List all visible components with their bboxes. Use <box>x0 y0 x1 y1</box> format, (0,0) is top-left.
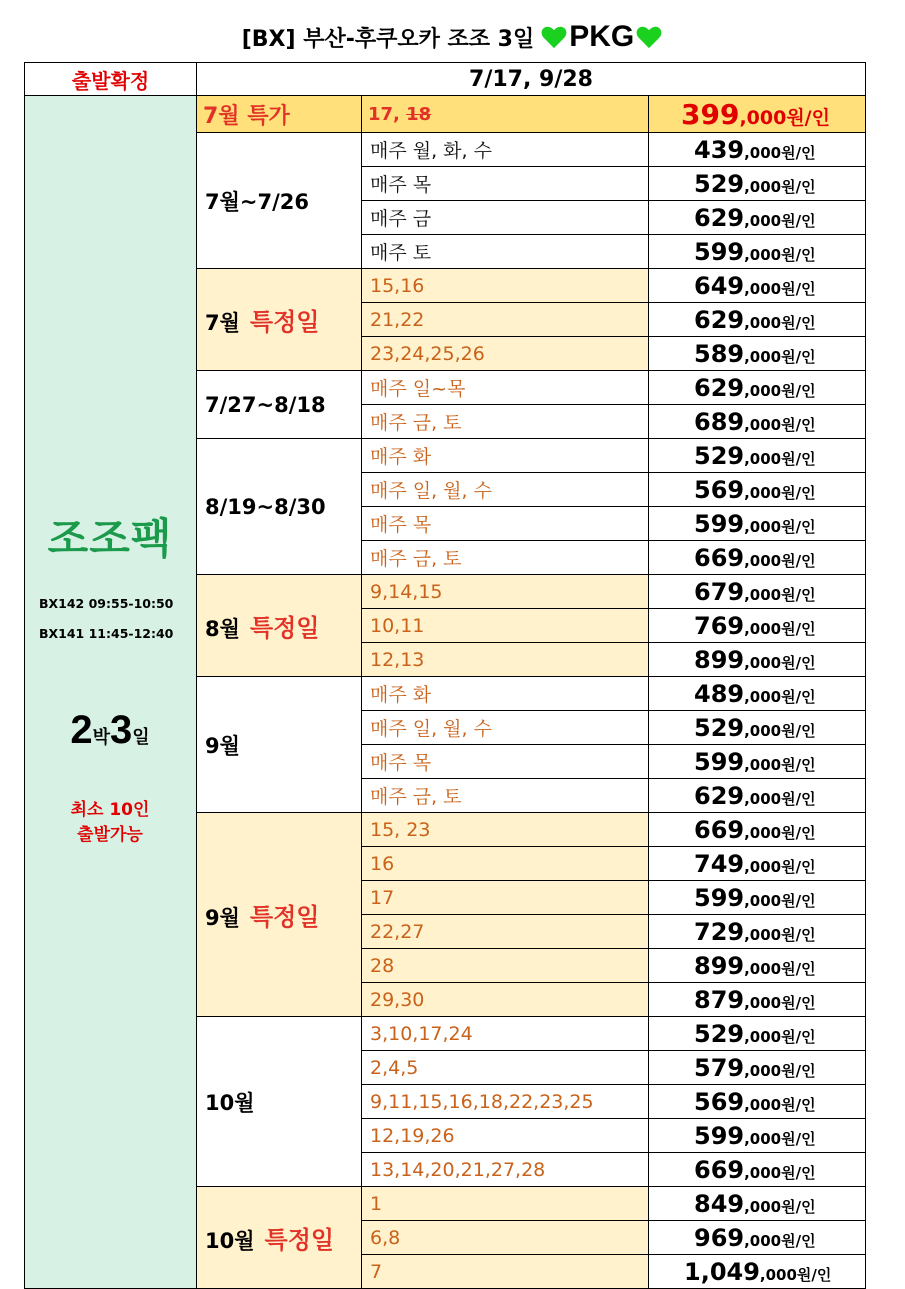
departure-days: 매주 토 <box>362 235 649 269</box>
package-name: 조조팩 <box>47 514 173 563</box>
price: 669,000원/인 <box>649 1153 866 1187</box>
price: 1,049,000원/인 <box>649 1255 866 1289</box>
green-heart-icon <box>635 23 663 51</box>
price: 899,000원/인 <box>649 949 866 983</box>
price: 769,000원/인 <box>649 609 866 643</box>
price: 489,000원/인 <box>649 677 866 711</box>
duration: 2박3일 <box>70 708 150 752</box>
price: 679,000원/인 <box>649 575 866 609</box>
departure-days: 16 <box>362 847 649 881</box>
price: 599,000원/인 <box>649 507 866 541</box>
departure-days: 17 <box>362 881 649 915</box>
departure-days: 15, 23 <box>362 813 649 847</box>
pkg-label: PKG <box>569 20 635 53</box>
departure-days: 22,27 <box>362 915 649 949</box>
departure-days: 매주 목 <box>362 745 649 779</box>
price: 529,000원/인 <box>649 167 866 201</box>
price: 599,000원/인 <box>649 235 866 269</box>
price: 579,000원/인 <box>649 1051 866 1085</box>
period-label: 10월 <box>197 1017 362 1187</box>
departure-days: 3,10,17,24 <box>362 1017 649 1051</box>
price: 589,000원/인 <box>649 337 866 371</box>
departure-days: 매주 금 <box>362 201 649 235</box>
price: 599,000원/인 <box>649 745 866 779</box>
price: 649,000원/인 <box>649 269 866 303</box>
departure-days: 13,14,20,21,27,28 <box>362 1153 649 1187</box>
price: 569,000원/인 <box>649 1085 866 1119</box>
price: 969,000원/인 <box>649 1221 866 1255</box>
period-label: 7/27~8/18 <box>197 371 362 439</box>
departure-days: 9,11,15,16,18,22,23,25 <box>362 1085 649 1119</box>
price: 599,000원/인 <box>649 881 866 915</box>
special-deal-price: 399,000원/인 <box>649 96 866 133</box>
price: 669,000원/인 <box>649 813 866 847</box>
period-label: 7월 특정일 <box>197 269 362 371</box>
departure-days: 매주 일, 월, 수 <box>362 473 649 507</box>
period-label: 10월 특정일 <box>197 1187 362 1289</box>
price: 849,000원/인 <box>649 1187 866 1221</box>
departure-days: 매주 목 <box>362 167 649 201</box>
price: 599,000원/인 <box>649 1119 866 1153</box>
period-label: 8/19~8/30 <box>197 439 362 575</box>
departure-days: 1 <box>362 1187 649 1221</box>
special-deal-label: 7월 특가 <box>197 96 362 133</box>
price: 529,000원/인 <box>649 1017 866 1051</box>
period-label: 8월 특정일 <box>197 575 362 677</box>
header-row <box>25 63 866 96</box>
departure-days: 21,22 <box>362 303 649 337</box>
departure-days: 15,16 <box>362 269 649 303</box>
departure-days: 6,8 <box>362 1221 649 1255</box>
title-text: [BX] 부산-후쿠오카 조조 3일 <box>241 26 535 52</box>
price: 529,000원/인 <box>649 711 866 745</box>
period-label: 9월 특정일 <box>197 813 362 1017</box>
departure-days: 9,14,15 <box>362 575 649 609</box>
package-sidebar <box>25 96 197 1289</box>
departure-days: 28 <box>362 949 649 983</box>
special-deal-dates: 17, 18 <box>362 96 649 133</box>
departure-days: 매주 일, 월, 수 <box>362 711 649 745</box>
departure-days: 매주 일~목 <box>362 371 649 405</box>
departure-days: 10,11 <box>362 609 649 643</box>
departure-confirmed-dates: 7/17, 9/28 <box>197 63 866 96</box>
price: 749,000원/인 <box>649 847 866 881</box>
period-label: 7월~7/26 <box>197 133 362 269</box>
departure-days: 매주 월, 화, 수 <box>362 133 649 167</box>
departure-days: 12,13 <box>362 643 649 677</box>
period-label: 9월 <box>197 677 362 813</box>
departure-days: 23,24,25,26 <box>362 337 649 371</box>
price: 689,000원/인 <box>649 405 866 439</box>
departure-days: 7 <box>362 1255 649 1289</box>
departure-days: 매주 금, 토 <box>362 405 649 439</box>
departure-confirmed-label: 출발확정 <box>25 63 197 96</box>
price: 879,000원/인 <box>649 983 866 1017</box>
departure-days: 12,19,26 <box>362 1119 649 1153</box>
departure-days: 매주 금, 토 <box>362 541 649 575</box>
departure-days: 매주 화 <box>362 439 649 473</box>
flight-outbound: BX142 09:55-10:50 <box>39 596 174 611</box>
green-heart-icon <box>540 23 568 51</box>
price: 439,000원/인 <box>649 133 866 167</box>
price: 569,000원/인 <box>649 473 866 507</box>
minimum-participants: 최소 10인 출발가능 <box>70 800 150 845</box>
price: 899,000원/인 <box>649 643 866 677</box>
price: 629,000원/인 <box>649 303 866 337</box>
departure-days: 매주 목 <box>362 507 649 541</box>
price: 729,000원/인 <box>649 915 866 949</box>
special-row <box>25 96 866 133</box>
price: 529,000원/인 <box>649 439 866 473</box>
price-table <box>24 62 866 1289</box>
departure-days: 매주 금, 토 <box>362 779 649 813</box>
price: 629,000원/인 <box>649 779 866 813</box>
departure-days: 29,30 <box>362 983 649 1017</box>
departure-days: 매주 화 <box>362 677 649 711</box>
page-title <box>0 14 905 60</box>
price: 629,000원/인 <box>649 371 866 405</box>
flight-return: BX141 11:45-12:40 <box>39 626 174 641</box>
price: 629,000원/인 <box>649 201 866 235</box>
price: 669,000원/인 <box>649 541 866 575</box>
departure-days: 2,4,5 <box>362 1051 649 1085</box>
